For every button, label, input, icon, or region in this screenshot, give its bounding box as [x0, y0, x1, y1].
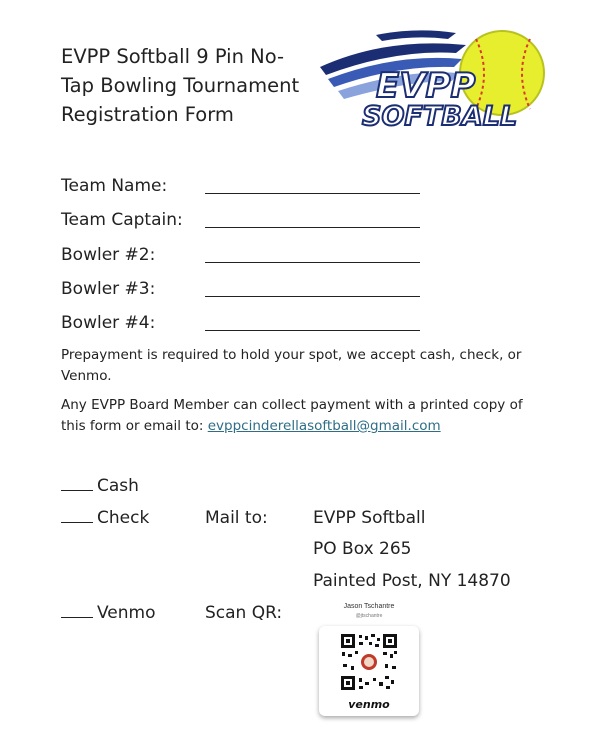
logo-bottom-text: SOFTBALL — [362, 101, 518, 131]
cash-option — [61, 476, 139, 496]
email-link[interactable]: evppcinderellasoftball@gmail.com — [207, 418, 441, 434]
team-name-label: Team Name: — [61, 176, 168, 196]
check-label: Check — [97, 508, 150, 528]
mail-to-label: Mail to: — [205, 508, 268, 528]
cash-blank[interactable] — [61, 476, 93, 491]
prepayment-note: Prepayment is required to hold your spot, we accept cash, check, or Venmo. — [61, 347, 522, 384]
team-captain-label: Team Captain: — [61, 210, 183, 230]
bowler-2-line[interactable] — [205, 262, 420, 263]
logo-top-text: EVPP — [376, 66, 476, 106]
venmo-brand: venmo — [348, 698, 390, 711]
check-blank[interactable] — [61, 508, 93, 523]
venmo-blank[interactable] — [61, 603, 93, 618]
check-option — [61, 508, 149, 528]
bowler-3-label: Bowler #3: — [61, 279, 156, 299]
venmo-qr-card[interactable] — [319, 626, 419, 716]
board-note-text: Any EVPP Board Member can collect payment with a printed copy of this form or email to: — [61, 397, 523, 434]
venmo-option — [61, 603, 156, 623]
bowler-4-label: Bowler #4: — [61, 313, 156, 333]
qr-code-icon — [319, 626, 419, 716]
venmo-handle: @jtschantre — [355, 613, 383, 619]
cash-label: Cash — [97, 476, 139, 496]
venmo-name: Jason Tschantre — [343, 603, 395, 610]
bowler-3-line[interactable] — [205, 296, 420, 297]
mail-address-line-2: PO Box 265 — [313, 539, 412, 559]
venmo-label: Venmo — [97, 603, 156, 623]
logo-graphic — [316, 27, 548, 131]
mail-address-line-3: Painted Post, NY 14870 — [313, 571, 511, 591]
team-name-line[interactable] — [205, 193, 420, 194]
scan-qr-label: Scan QR: — [205, 603, 283, 623]
evpp-softball-logo — [316, 27, 548, 131]
bowler-4-line[interactable] — [205, 330, 420, 331]
team-captain-line[interactable] — [205, 227, 420, 228]
board-note — [61, 395, 541, 437]
form-title: EVPP Softball 9 Pin No-Tap Bowling Tournament Registration Form — [61, 45, 300, 126]
bowler-2-label: Bowler #2: — [61, 245, 156, 265]
mail-address-line-1: EVPP Softball — [313, 508, 426, 528]
